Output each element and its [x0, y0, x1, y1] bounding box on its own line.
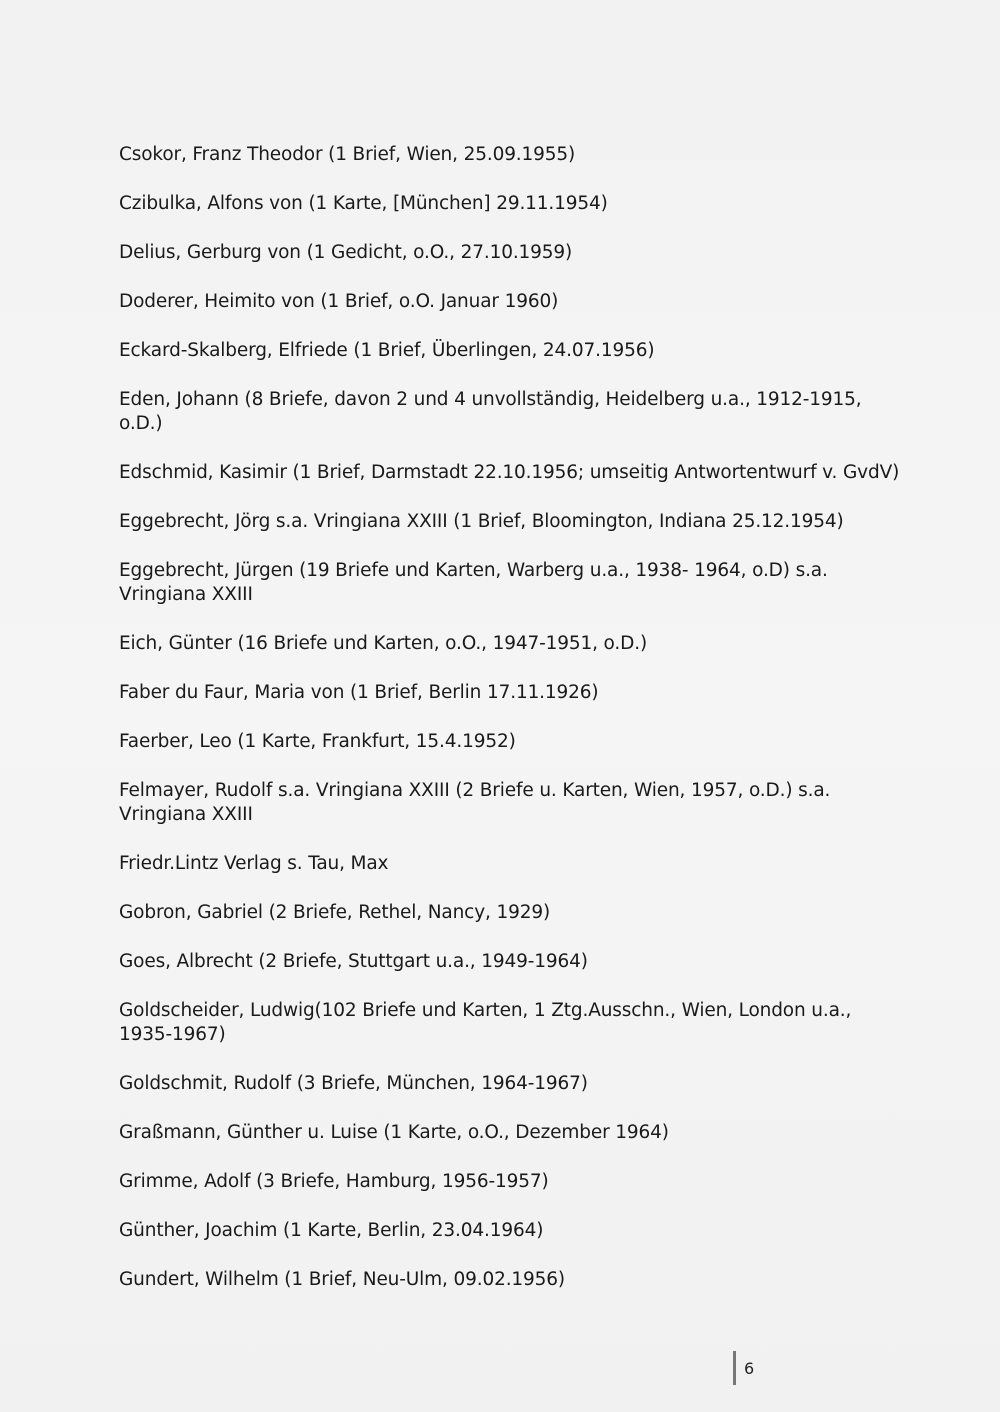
list-item: Eich, Günter (16 Briefe und Karten, o.O., 1947-1951, o.D.): [119, 633, 648, 654]
entry-list: [119, 143, 909, 1292]
list-item: Faerber, Leo (1 Karte, Frankfurt, 15.4.1952): [119, 731, 516, 752]
list-item: Gobron, Gabriel (2 Briefe, Rethel, Nancy, 1929): [119, 902, 551, 923]
list-item: Felmayer, Rudolf s.a. Vringiana XXIII (2 Briefe u. Karten, Wien, 1957, o.D.) s.a. Vringiana XXIII: [119, 780, 831, 825]
page-footer: [733, 1351, 754, 1385]
list-item: Goes, Albrecht (2 Briefe, Stuttgart u.a., 1949-1964): [119, 951, 588, 972]
page-number: 6: [744, 1358, 755, 1378]
list-item: Faber du Faur, Maria von (1 Brief, Berlin 17.11.1926): [119, 682, 599, 703]
list-item: Eggebrecht, Jürgen (19 Briefe und Karten, Warberg u.a., 1938- 1964, o.D) s.a. Vringiana XXIII: [119, 560, 828, 605]
list-item: Delius, Gerburg von (1 Gedicht, o.O., 27.10.1959): [119, 242, 573, 263]
list-item: Csokor, Franz Theodor (1 Brief, Wien, 25.09.1955): [119, 144, 576, 165]
list-item: Eden, Johann (8 Briefe, davon 2 und 4 unvollständig, Heidelberg u.a., 1912-1915, o.D.): [119, 389, 862, 434]
list-item: Gundert, Wilhelm (1 Brief, Neu-Ulm, 09.02.1956): [119, 1269, 565, 1290]
page-number-divider: [733, 1351, 736, 1385]
list-item: Doderer, Heimito von (1 Brief, o.O. Januar 1960): [119, 291, 559, 312]
list-item: Graßmann, Günther u. Luise (1 Karte, o.O., Dezember 1964): [119, 1122, 669, 1143]
list-item: Eckard-Skalberg, Elfriede (1 Brief, Überlingen, 24.07.1956): [119, 340, 655, 361]
list-item: Goldscheider, Ludwig(102 Briefe und Karten, 1 Ztg.Ausschn., Wien, London u.a., 1935-1967): [119, 1000, 852, 1045]
list-item: Goldschmit, Rudolf (3 Briefe, München, 1964-1967): [119, 1073, 588, 1094]
list-item: Günther, Joachim (1 Karte, Berlin, 23.04.1964): [119, 1220, 544, 1241]
list-item: Edschmid, Kasimir (1 Brief, Darmstadt 22.10.1956; umseitig Antwortentwurf v. GvdV): [119, 462, 900, 483]
list-item: Grimme, Adolf (3 Briefe, Hamburg, 1956-1957): [119, 1171, 549, 1192]
list-item: Czibulka, Alfons von (1 Karte, [München] 29.11.1954): [119, 193, 608, 214]
list-item: Eggebrecht, Jörg s.a. Vringiana XXIII (1 Brief, Bloomington, Indiana 25.12.1954): [119, 511, 844, 532]
list-item: Friedr.Lintz Verlag s. Tau, Max: [119, 853, 389, 874]
